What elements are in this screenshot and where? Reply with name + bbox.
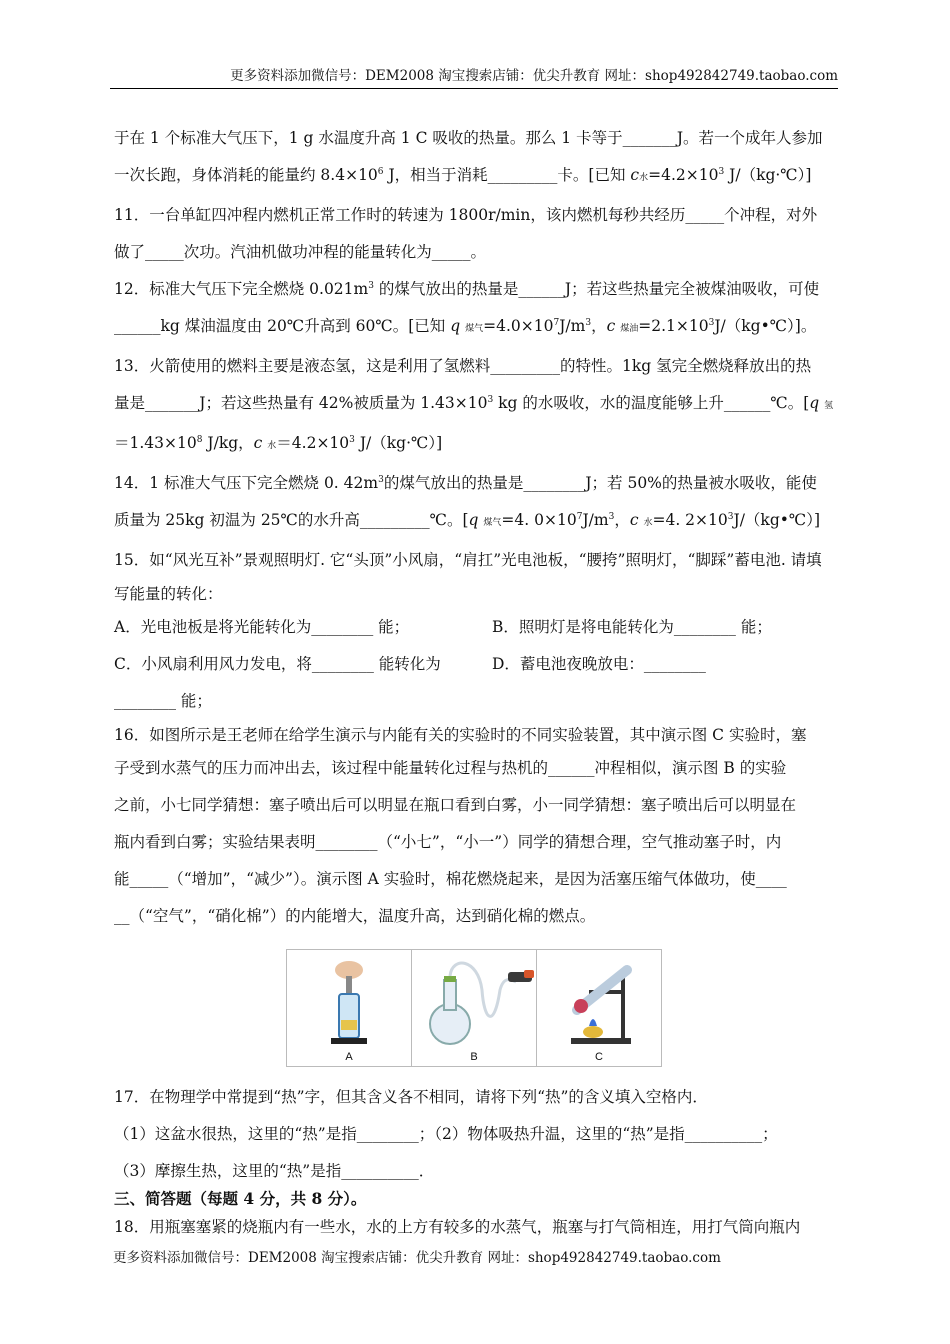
q15-options-row1 [114, 609, 838, 646]
page-content [114, 120, 838, 1242]
q12-line2: ______kg 煤油温度由 20℃升高到 60℃。[已知 q 煤气$=4.0\times 10^7J/m^3$，c 煤油$=2.1\times 10^3J/(kg•℃)$]。 [114, 317, 817, 335]
figure-label-a: A [345, 1051, 353, 1063]
page-header: 更多资料添加微信号：DEM2008 淘宝搜索店铺：优尖升教育 网址：shop492842749.taobao.com [110, 64, 838, 89]
q10-line2: 一次长跑，身体消耗的能量约 $8.4\times 10^6$ J，相当于消耗_________卡。[已知 c水$=4.2\times 10^3$ J/（kg·℃）] [114, 166, 812, 184]
page-footer: 更多资料添加微信号：DEM2008 淘宝搜索店铺：优尖升教育 网址：shop492842749.taobao.com [113, 1250, 721, 1266]
q15-option-d: D．蓄电池夜晚放电：________ [492, 655, 706, 673]
q16-line4: 瓶内看到白雾；实验结果表明________（“小七”，“小一”）同学的猜想合理，空气推动塞子时，内 [114, 833, 782, 851]
q17-line1: 17．在物理学中常提到“热”字，但其含义各不相同，请将下列“热”的含义填入空格内． [114, 1088, 708, 1106]
q14-line2: 质量为 25kg 初温为 25℃的水升高_________℃。[q 煤气=4. $0\times 10^7J/m^3$，c 水=4. $2\times 10^3J/(kg•℃)$] [114, 511, 821, 529]
test-tube-heating-illustration [537, 950, 661, 1066]
q16-line3: 之前，小七同学猜想：塞子喷出后可以明显在瓶口看到白雾，小一同学猜想：塞子喷出后可以明显在 [114, 796, 797, 814]
q13-line1: 13．火箭使用的燃料主要是液态氢，这是利用了氢燃料_________的特性。1kg 氢完全燃烧释放出的热 [114, 357, 812, 375]
q13-line3: $=1.43\times 10^8$ J/kg，c 水$=4.2\times 10^3$ J/（kg·℃）] [114, 434, 443, 452]
q16-line1: 16．如图所示是王老师在给学生演示与内能有关的实验时的不同实验装置，其中演示图 C 实验时，塞 [114, 726, 807, 744]
figure-label-b: B [470, 1051, 478, 1063]
q15-option-a: A．光电池板是将光能转化为________ 能； [114, 618, 410, 636]
q15-option-c: C．小风扇利用风力发电，将________ 能转化为________ 能； [114, 655, 441, 710]
q16-line5: 能_____（“增加”，“减少”）。演示图 A 实验时，棉花燃烧起来，是因为活塞压缩气体做功，使____ [114, 870, 787, 888]
q18-line1: 18．用瓶塞塞紧的烧瓶内有一些水，水的上方有较多的水蒸气，瓶塞与打气筒相连，用打气筒向瓶内 [114, 1218, 801, 1236]
q16-line2: 子受到水蒸气的压力而冲出去，该过程中能量转化过程与热机的______冲程相似，演示图 B 的实验 [114, 759, 787, 777]
q14-line1: 14．1 标准大气压下完全燃烧 0. $42m^3$的煤气放出的热量是________J；若 50%的热量被水吸收，能使 [114, 474, 817, 492]
q17-line3: （3）摩擦生热，这里的“热”是指__________． [114, 1162, 435, 1180]
figure-panel-c [537, 950, 661, 1066]
figure-panel-b [412, 950, 537, 1066]
q10-line1: 于在 1 个标准大气压下，1 g 水温度升高 1 C 吸收的热量。那么 1 卡等于_______J。若一个成年人参加 [114, 129, 823, 147]
figure-panel-a [287, 950, 412, 1066]
section-3-title: 三、简答题（每题 4 分，共 8 分）。 [114, 1189, 367, 1208]
q15-option-b: B．照明灯是将电能转化为________ 能； [492, 618, 772, 636]
q15-options-row2 [114, 646, 838, 720]
q16-line6: __（“空气”，“硝化棉”）的内能增大，温度升高，达到硝化棉的燃点。 [114, 907, 596, 925]
q17-line2: （1）这盆水很热，这里的“热”是指________；（2）物体吸热升温，这里的“热”是指__________； [114, 1125, 778, 1143]
compression-syringe-illustration [287, 950, 411, 1066]
q11-line1: 11．一台单缸四冲程内燃机正常工作时的转速为 1800r/min，该内燃机每秒共经历_____个冲程，对外 [114, 206, 818, 224]
q15-line1: 15．如“风光互补”景观照明灯. 它“头顶”小风扇，“肩扛”光电池板，“腰挎”照明灯，“脚踩”蓄电池. 请填 [114, 551, 822, 569]
experiment-figure [286, 949, 662, 1067]
flask-pump-illustration [412, 950, 536, 1066]
q15-line2: 写能量的转化： [114, 585, 223, 603]
figure-label-c: C [595, 1051, 603, 1063]
q12-line1: 12．标准大气压下完全燃烧 $0.021m^3$ 的煤气放出的热量是______J；若这些热量完全被煤油吸收，可使 [114, 280, 820, 298]
q11-line2: 做了_____次功。汽油机做功冲程的能量转化为_____。 [114, 243, 487, 261]
q13-line2: 量是_______J；若这些热量有 42%被质量为 $1.43\times 10^3$ kg 的水吸收，水的温度能够上升______℃。[q 氢 [114, 394, 834, 412]
